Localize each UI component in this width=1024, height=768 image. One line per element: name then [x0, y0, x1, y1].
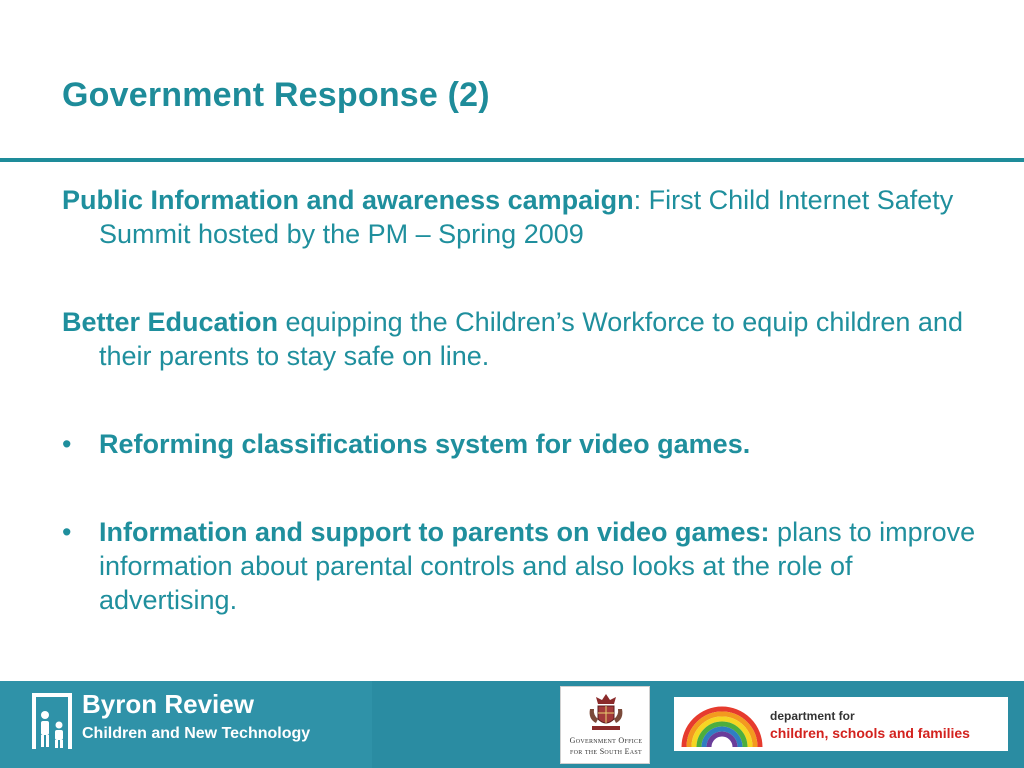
- bullet-reforming-classifications: [62, 427, 982, 461]
- slide-title: Government Response (2): [62, 76, 490, 114]
- government-office-text: [563, 735, 649, 757]
- byron-review-subtitle: Children and New Technology: [82, 725, 311, 742]
- bullet-heading: Information and support to parents on video games:: [99, 517, 770, 547]
- bullet-marker: •: [62, 429, 72, 459]
- dcsf-department-text: department for: [770, 709, 855, 723]
- byron-review-logo: [0, 681, 372, 768]
- paragraph-public-information: [62, 183, 982, 251]
- government-office-logo: [560, 686, 650, 764]
- byron-review-title: Byron Review: [82, 689, 254, 719]
- gose-line-1: Government Office: [569, 736, 643, 745]
- paragraph-better-education: [62, 305, 982, 373]
- slide-body: [62, 183, 982, 617]
- paragraph-heading: Better Education: [62, 307, 279, 337]
- bullet-text: plans to improve information about parental controls and also looks at the role of advertising.: [99, 517, 976, 615]
- rainbow-icon: [678, 699, 766, 749]
- dcsf-logo: [674, 697, 1008, 751]
- paragraph-text: equipping the Children’s Workforce to equip children and their parents to stay safe on line.: [99, 307, 963, 371]
- paragraph-heading: Public Information and awareness campaign: [62, 185, 634, 215]
- bullet-heading: Reforming classifications system for video games.: [99, 429, 751, 459]
- bullet-marker: •: [62, 517, 72, 547]
- family-icon: [28, 691, 76, 753]
- royal-crest-icon: [586, 691, 626, 733]
- dcsf-name-text: children, schools and families: [770, 725, 970, 741]
- gose-line-2: for the South East: [569, 747, 643, 756]
- title-divider: [0, 158, 1024, 162]
- paragraph-text: : First Child Internet Safety Summit hosted by the PM – Spring 2009: [99, 185, 954, 249]
- bullet-information-support: [62, 515, 982, 617]
